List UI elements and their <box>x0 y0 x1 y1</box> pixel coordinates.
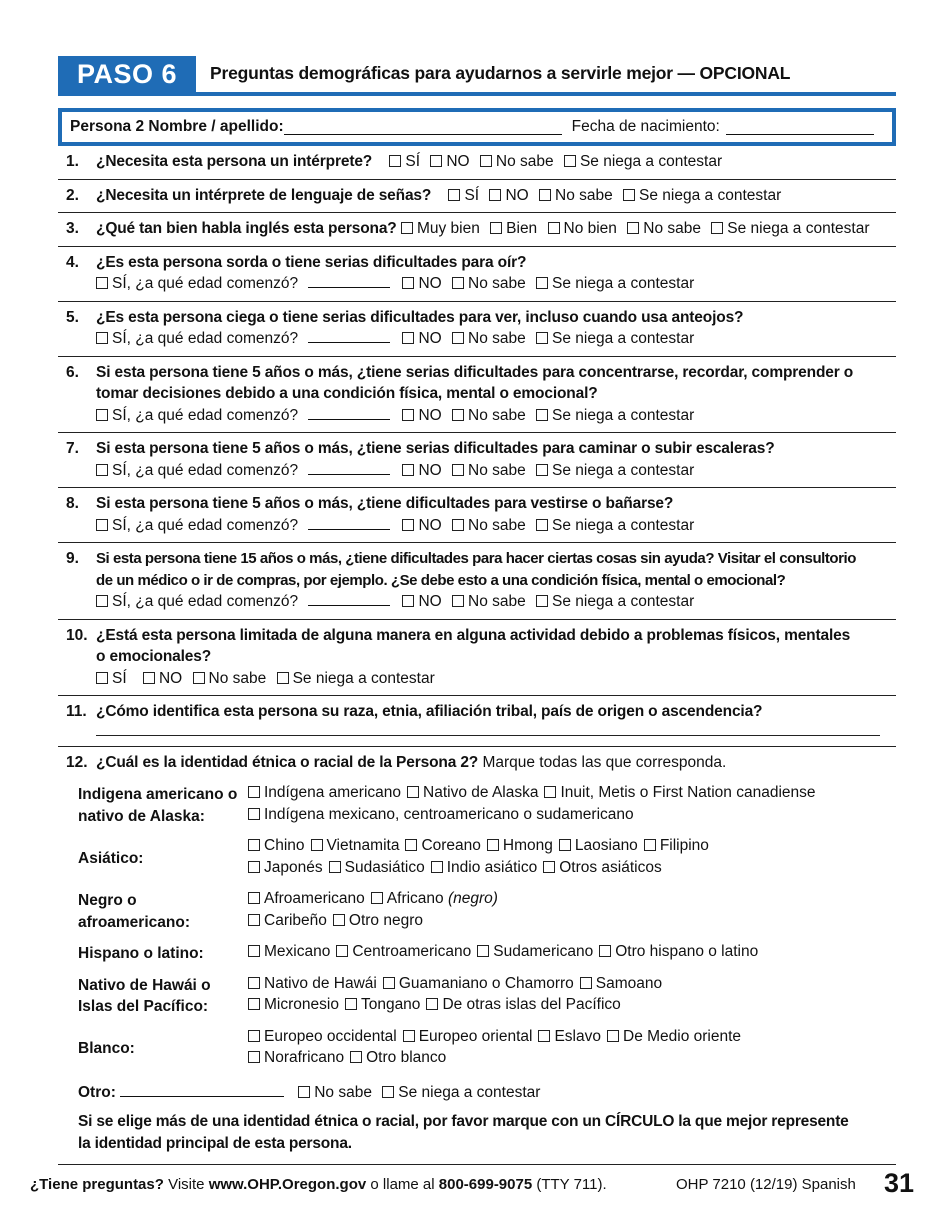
option-si[interactable]: SÍ <box>389 153 420 170</box>
checkbox[interactable] <box>559 839 571 851</box>
checkbox[interactable] <box>544 786 556 798</box>
checkbox[interactable] <box>143 672 155 684</box>
question-instruction: Marque todas las que corresponda. <box>482 753 727 771</box>
option-niega[interactable]: Se niega a contestar <box>536 462 694 479</box>
option-no[interactable]: NO <box>402 330 441 347</box>
step-badge: PASO 6 <box>58 56 196 92</box>
checkbox[interactable] <box>329 861 341 873</box>
race-option[interactable]: Otro hispano o latino <box>599 943 758 960</box>
option-niega[interactable]: Se niega a contestar <box>536 330 694 347</box>
option-si-age[interactable]: SÍ, ¿a qué edad comenzó? <box>96 593 298 610</box>
option-muy-bien[interactable]: Muy bien <box>401 220 480 237</box>
race-option[interactable]: Eslavo <box>538 1028 601 1045</box>
page-number: 31 <box>883 1168 914 1198</box>
phone-number: 800-699-9075 <box>438 1176 533 1193</box>
race-option[interactable]: Mexicano <box>248 943 330 960</box>
checkbox[interactable] <box>401 222 413 234</box>
checkbox[interactable] <box>452 519 464 531</box>
checkbox[interactable] <box>248 1030 260 1042</box>
race-options-table <box>68 779 896 1076</box>
checkbox[interactable] <box>96 672 108 684</box>
question-2 <box>58 180 896 214</box>
race-option[interactable]: Samoano <box>580 975 662 992</box>
question-text: ¿Está esta persona limitada de alguna manera en alguna actividad debido a problemas físicos, mentales <box>96 626 851 644</box>
checkbox[interactable] <box>248 839 260 851</box>
checkbox[interactable] <box>96 409 108 421</box>
race-category-label: Indigena americano o nativo de Alaska: <box>78 786 238 825</box>
question-11 <box>58 696 896 747</box>
checkbox[interactable] <box>333 914 345 926</box>
question-number: 8. <box>66 495 79 512</box>
option-si-age[interactable]: SÍ, ¿a qué edad comenzó? <box>96 330 298 347</box>
question-number: 12. <box>66 753 88 771</box>
race-option[interactable]: Coreano <box>405 837 480 854</box>
question-10 <box>58 620 896 697</box>
checkbox[interactable] <box>248 861 260 873</box>
race-option-note: (negro) <box>447 890 498 907</box>
option-no[interactable]: NO <box>430 153 469 170</box>
checkbox[interactable] <box>477 945 489 957</box>
race-option[interactable]: Afroamericano <box>248 890 365 907</box>
race-option[interactable]: Centroamericano <box>336 943 471 960</box>
checkbox[interactable] <box>248 914 260 926</box>
checkbox[interactable] <box>96 332 108 344</box>
race-option[interactable]: Indio asiático <box>431 859 537 876</box>
question-number: 3. <box>66 220 79 237</box>
age-field[interactable] <box>308 515 390 530</box>
checkbox[interactable] <box>96 464 108 476</box>
race-option[interactable]: Tongano <box>345 996 420 1013</box>
race-option[interactable]: Otro blanco <box>350 1049 446 1066</box>
race-option[interactable]: Europeo oriental <box>403 1028 533 1045</box>
checkbox[interactable] <box>539 189 551 201</box>
option-no[interactable]: NO <box>402 275 441 292</box>
checkbox[interactable] <box>489 189 501 201</box>
question-text: ¿Cuál es la identidad étnica o racial de la Persona 2? <box>96 753 479 771</box>
option-no-sabe[interactable]: No sabe <box>480 153 554 170</box>
checkbox[interactable] <box>96 277 108 289</box>
race-option[interactable]: Africano (negro) <box>371 890 498 907</box>
checkbox[interactable] <box>336 945 348 957</box>
option-no[interactable]: NO <box>489 187 528 204</box>
race-option[interactable]: Norafricano <box>248 1049 344 1066</box>
question-text: Si esta persona tiene 5 años o más, ¿tiene serias dificultades para caminar o subir escaleras? <box>96 440 775 457</box>
question-text: Si esta persona tiene 5 años o más, ¿tiene dificultades para vestirse o bañarse? <box>96 495 674 512</box>
race-other-field[interactable] <box>120 1082 284 1097</box>
checkbox[interactable] <box>298 1086 310 1098</box>
checkbox[interactable] <box>402 464 414 476</box>
option-si[interactable]: SÍ <box>448 187 479 204</box>
checkbox[interactable] <box>248 977 260 989</box>
option-no-sabe[interactable]: No sabe <box>452 275 526 292</box>
race-option[interactable]: Japonés <box>248 859 323 876</box>
option-si[interactable]: SÍ <box>96 670 127 687</box>
primary-identity-note: Si se elige más de una identidad étnica o racial, por favor marque con un CÍRCULO la que mejor represente la identidad principal de esta persona. <box>78 1113 849 1152</box>
question-text: ¿Es esta persona sorda o tiene serias dificultades para oír? <box>96 253 527 271</box>
age-field[interactable] <box>308 273 390 288</box>
option-niega[interactable]: Se niega a contestar <box>623 187 781 204</box>
person-name-box <box>58 108 896 146</box>
checkbox[interactable] <box>426 998 438 1010</box>
checkbox[interactable] <box>536 277 548 289</box>
checkbox[interactable] <box>431 861 443 873</box>
question-number: 2. <box>66 186 79 204</box>
person-name-field[interactable] <box>284 120 562 135</box>
checkbox[interactable] <box>402 409 414 421</box>
option-no-bien[interactable]: No bien <box>548 220 617 237</box>
race-option[interactable]: De otras islas del Pacífico <box>426 996 620 1013</box>
dob-label: Fecha de nacimiento: <box>571 118 720 135</box>
checkbox[interactable] <box>536 519 548 531</box>
checkbox[interactable] <box>623 189 635 201</box>
form-page <box>58 54 896 1165</box>
race-option[interactable]: Inuit, Metis o First Nation canadiense <box>544 784 815 801</box>
option-si-age[interactable]: SÍ, ¿a qué edad comenzó? <box>96 517 298 534</box>
checkbox[interactable] <box>536 595 548 607</box>
question-8 <box>58 488 896 543</box>
checkbox[interactable] <box>405 839 417 851</box>
checkbox[interactable] <box>452 595 464 607</box>
checkbox[interactable] <box>389 155 401 167</box>
checkbox[interactable] <box>402 519 414 531</box>
race-option[interactable]: Otros asiáticos <box>543 859 662 876</box>
option-no[interactable]: NO <box>402 407 441 424</box>
option-no[interactable]: NO <box>402 517 441 534</box>
checkbox[interactable] <box>383 977 395 989</box>
race-other-label: Otro: <box>78 1083 116 1101</box>
checkbox[interactable] <box>345 998 357 1010</box>
race-category-label: Nativo de Hawái o Islas del Pacífico: <box>78 976 211 1015</box>
race-option[interactable]: Vietnamita <box>311 837 400 854</box>
question-text: ¿Cómo identifica esta persona su raza, etnia, afiliación tribal, país de origen o ascendencia? <box>96 703 763 720</box>
checkbox[interactable] <box>644 839 656 851</box>
option-niega[interactable]: Se niega a contestar <box>277 670 435 687</box>
race-category-options <box>248 1023 896 1076</box>
race-category-options <box>248 779 896 832</box>
question-6 <box>58 357 896 434</box>
dob-field[interactable] <box>726 120 874 135</box>
race-option[interactable]: Indígena mexicano, centroamericano o sudamericano <box>248 806 634 823</box>
race-option[interactable]: Nativo de Hawái <box>248 975 377 992</box>
checkbox[interactable] <box>580 977 592 989</box>
checkbox[interactable] <box>607 1030 619 1042</box>
race-category-label: Blanco: <box>78 1040 135 1058</box>
option-no-sabe[interactable]: No sabe <box>539 187 613 204</box>
checkbox[interactable] <box>402 277 414 289</box>
step-title: Preguntas demográficas para ayudarnos a servirle mejor — OPCIONAL <box>210 63 791 83</box>
checkbox[interactable] <box>548 222 560 234</box>
option-niega[interactable]: Se niega a contestar <box>536 593 694 610</box>
question-text: Si esta persona tiene 15 años o más, ¿tiene dificultades para hacer ciertas cosas sin ayuda? Visitar el consultorio <box>96 550 856 567</box>
race-option[interactable]: Filipino <box>644 837 709 854</box>
question-number: 6. <box>66 363 79 381</box>
checkbox[interactable] <box>402 595 414 607</box>
age-field[interactable] <box>308 328 390 343</box>
checkbox[interactable] <box>543 861 555 873</box>
checkbox[interactable] <box>248 808 260 820</box>
race-option[interactable]: Caribeño <box>248 912 327 929</box>
question-5 <box>58 302 896 357</box>
race-option[interactable]: Sudamericano <box>477 943 593 960</box>
checkbox[interactable] <box>536 332 548 344</box>
option-no[interactable]: NO <box>402 593 441 610</box>
race-option[interactable]: Indígena americano <box>248 784 401 801</box>
checkbox[interactable] <box>350 1051 362 1063</box>
form-id: OHP 7210 (12/19) Spanish <box>676 1176 856 1193</box>
checkbox[interactable] <box>536 464 548 476</box>
checkbox[interactable] <box>627 222 639 234</box>
checkbox[interactable] <box>96 519 108 531</box>
checkbox[interactable] <box>248 786 260 798</box>
question-text: o emocionales? <box>96 648 212 665</box>
checkbox[interactable] <box>382 1086 394 1098</box>
option-niega[interactable]: Se niega a contestar <box>382 1084 540 1101</box>
checkbox[interactable] <box>311 839 323 851</box>
answer-line[interactable] <box>96 735 880 736</box>
question-text: de un médico o ir de compras, por ejemplo. ¿Se debe esto a una condición física, mental o emocional? <box>96 571 786 589</box>
option-no-sabe[interactable]: No sabe <box>452 407 526 424</box>
race-option[interactable]: Micronesio <box>248 996 339 1013</box>
age-field[interactable] <box>308 405 390 420</box>
race-category-options <box>248 970 896 1023</box>
question-text: tomar decisiones debido a una condición física, mental o emocional? <box>96 385 598 402</box>
person-name-label: Persona 2 Nombre / apellido: <box>70 118 284 135</box>
race-option[interactable]: Hmong <box>487 837 553 854</box>
option-niega[interactable]: Se niega a contestar <box>536 517 694 534</box>
question-12 <box>58 747 896 1166</box>
option-no-sabe[interactable]: No sabe <box>452 593 526 610</box>
question-number: 4. <box>66 253 79 271</box>
question-text: ¿Necesita esta persona un intérprete? <box>96 153 373 170</box>
checkbox[interactable] <box>248 1051 260 1063</box>
checkbox[interactable] <box>402 332 414 344</box>
question-1 <box>58 146 896 180</box>
race-option[interactable]: Chino <box>248 837 305 854</box>
checkbox[interactable] <box>452 332 464 344</box>
checkbox[interactable] <box>407 786 419 798</box>
checkbox[interactable] <box>248 892 260 904</box>
race-option[interactable]: De Medio oriente <box>607 1028 741 1045</box>
checkbox[interactable] <box>538 1030 550 1042</box>
question-number: 10. <box>66 626 88 644</box>
question-text: Si esta persona tiene 5 años o más, ¿tiene serias dificultades para concentrarse, recordar, comprender o <box>96 363 854 381</box>
question-7 <box>58 433 896 488</box>
checkbox[interactable] <box>480 155 492 167</box>
question-9 <box>58 543 896 620</box>
option-si-age[interactable]: SÍ, ¿a qué edad comenzó? <box>96 407 298 424</box>
option-no-sabe[interactable]: No sabe <box>452 462 526 479</box>
race-option[interactable]: Europeo occidental <box>248 1028 397 1045</box>
step-header <box>58 54 896 96</box>
checkbox[interactable] <box>536 409 548 421</box>
option-no-sabe[interactable]: No sabe <box>452 330 526 347</box>
option-no-sabe[interactable]: No sabe <box>298 1084 372 1101</box>
question-text: ¿Es esta persona ciega o tiene serias dificultades para ver, incluso cuando usa anteojos? <box>96 308 744 326</box>
age-field[interactable] <box>308 460 390 475</box>
race-category-label: Asiático: <box>78 849 144 867</box>
question-3 <box>58 213 896 247</box>
age-field[interactable] <box>308 591 390 606</box>
footer-contact: ¿Tiene preguntas? Visite www.OHP.Oregon.gov o llame al 800-699-9075 (TTY 711). <box>30 1176 607 1193</box>
option-niega[interactable]: Se niega a contestar <box>536 407 694 424</box>
checkbox[interactable] <box>490 222 502 234</box>
website-link[interactable]: www.OHP.Oregon.gov <box>208 1176 367 1193</box>
option-niega[interactable]: Se niega a contestar <box>536 275 694 292</box>
checkbox[interactable] <box>403 1030 415 1042</box>
checkbox[interactable] <box>599 945 611 957</box>
question-number: 7. <box>66 440 79 457</box>
checkbox[interactable] <box>96 595 108 607</box>
option-no[interactable]: NO <box>143 670 182 687</box>
question-text: ¿Necesita un intérprete de lenguaje de señas? <box>96 186 432 204</box>
question-text: ¿Qué tan bien habla inglés esta persona? <box>96 220 397 237</box>
race-category-options <box>248 832 896 885</box>
checkbox[interactable] <box>711 222 723 234</box>
race-option[interactable]: Nativo de Alaska <box>407 784 538 801</box>
option-niega[interactable]: Se niega a contestar <box>711 220 869 237</box>
checkbox[interactable] <box>371 892 383 904</box>
checkbox[interactable] <box>193 672 205 684</box>
checkbox[interactable] <box>248 945 260 957</box>
question-number: 11. <box>66 703 87 720</box>
checkbox[interactable] <box>277 672 289 684</box>
option-si-age[interactable]: SÍ, ¿a qué edad comenzó? <box>96 275 298 292</box>
checkbox[interactable] <box>452 409 464 421</box>
question-number: 9. <box>66 550 79 567</box>
checkbox[interactable] <box>448 189 460 201</box>
option-no-sabe[interactable]: No sabe <box>627 220 701 237</box>
checkbox[interactable] <box>452 277 464 289</box>
option-no-sabe[interactable]: No sabe <box>452 517 526 534</box>
checkbox[interactable] <box>430 155 442 167</box>
race-category-label: Hispano o latino: <box>78 945 204 962</box>
race-category-options <box>248 938 896 970</box>
checkbox[interactable] <box>452 464 464 476</box>
question-number: 5. <box>66 308 79 326</box>
option-bien[interactable]: Bien <box>490 220 537 237</box>
question-4 <box>58 247 896 302</box>
checkbox[interactable] <box>564 155 576 167</box>
race-option[interactable]: Guamaniano o Chamorro <box>383 975 574 992</box>
race-option[interactable]: Laosiano <box>559 837 638 854</box>
checkbox[interactable] <box>248 998 260 1010</box>
option-no-sabe[interactable]: No sabe <box>193 670 267 687</box>
checkbox[interactable] <box>487 839 499 851</box>
race-other-row <box>68 1076 896 1112</box>
question-number: 1. <box>66 153 79 170</box>
race-option[interactable]: Sudasiático <box>329 859 425 876</box>
option-si-age[interactable]: SÍ, ¿a qué edad comenzó? <box>96 462 298 479</box>
option-niega[interactable]: Se niega a contestar <box>564 153 722 170</box>
race-category-label: Negro o afroamericano: <box>78 892 190 931</box>
race-option[interactable]: Otro negro <box>333 912 423 929</box>
race-category-options <box>248 885 896 938</box>
option-no[interactable]: NO <box>402 462 441 479</box>
